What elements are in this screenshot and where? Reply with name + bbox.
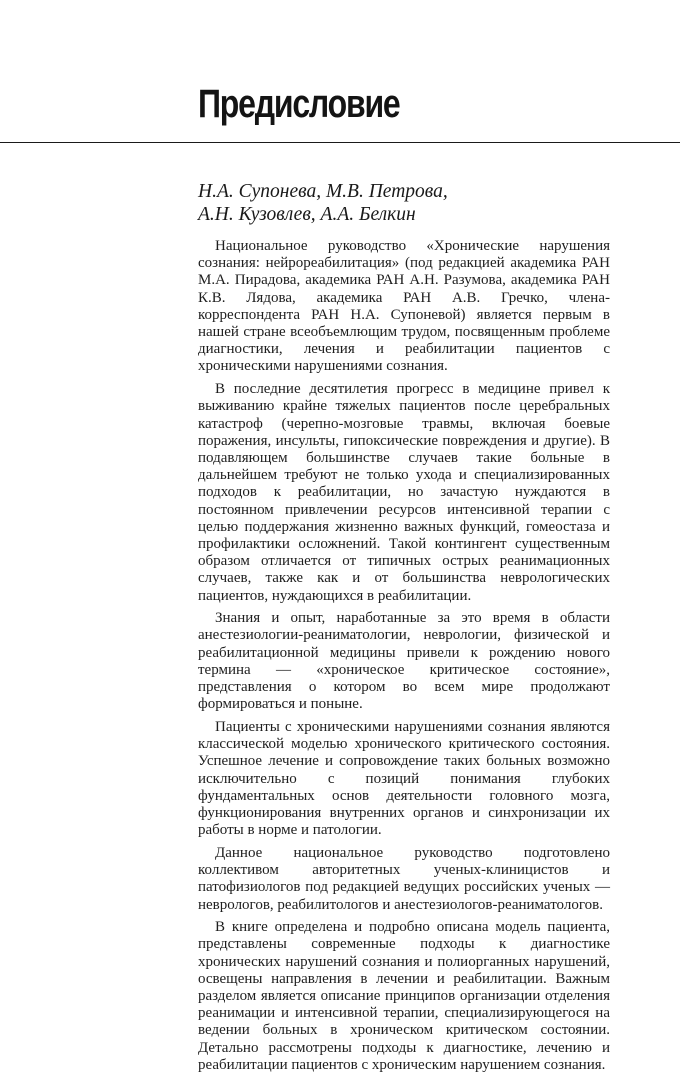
- paragraph: Данное национальное руководство подготовлено коллективом авторитетных ученых-клиницистов и патофизиологов под редакцией ведущих российских ученых — неврологов, реабилитологов и анестезиологов-реаниматологов.: [198, 844, 610, 913]
- paragraph: Знания и опыт, наработанные за это время в области анестезиологии-реаниматологии, неврологии, физической и реабилитационной медицины привели к рождению нового термина — «хроническое критическое состояние», представления о котором во всем мире продолжают формироваться и поныне.: [198, 610, 610, 713]
- preface-body: [198, 238, 610, 1080]
- author-line: А.Н. Кузовлев, А.А. Белкин: [198, 204, 416, 225]
- paragraph: Национальное руководство «Хронические нарушения сознания: нейрореабилитация» (под редакцией академика РАН М.А. Пирадова, академика РАН А.Н. Разумова, академика РАН К.В. Лядова, академика РАН А.В. Гречко, члена-корреспондента РАН Н.А. Супоневой) является первым в нашей стране всеобъемлющим трудом, посвященным проблеме диагностики, лечения и реабилитации пациентов с хроническими нарушениями сознания.: [198, 238, 610, 375]
- heading-divider: [0, 142, 680, 143]
- paragraph: В последние десятилетия прогресс в медицине привел к выживанию крайне тяжелых пациентов после церебральных катастроф (черепно-мозговые травмы, включая боевые поражения, инсульты, гипоксические повреждения и другие). В подавляющем большинстве случаев такие больные в дальнейшем требуют не только ухода и специализированных подходов к реабилитации, но зачастую нуждаются в постоянном привлечении ресурсов интенсивной терапии с целью поддержания жизненно важных функций, гомеостаза и профилактики осложнений. Такой контингент существенным образом отличается от типичных острых реанимационных случаев, также как и от большинства неврологических пациентов, нуждающихся в реабилитации.: [198, 381, 610, 604]
- author-list: [198, 180, 668, 226]
- paragraph: В книге определена и подробно описана модель пациента, представлены современные подходы к диагностике хронических нарушений сознания и полиорганных нарушений, освещены направления в лечении и реабилитации. Важным разделом является описание принципов организации отделения реанимации и интенсивной терапии, специализирующегося на ведении больных в хроническом критическом состоянии. Детально рассмотрены подходы к диагностике, лечению и реабилитации пациентов с хроническим нарушением сознания.: [198, 919, 610, 1073]
- paragraph: Пациенты с хроническими нарушениями сознания являются классической моделью хронического критического состояния. Успешное лечение и сопровождение таких больных возможно исключительно с позиций понимания глубоких фундаментальных основ деятельности головного мозга, функционирования внутренних органов и синхронизации их работы в норме и патологии.: [198, 718, 610, 839]
- author-line: Н.А. Супонева, М.В. Петрова,: [198, 181, 448, 202]
- page-title: Предисловие: [198, 82, 400, 126]
